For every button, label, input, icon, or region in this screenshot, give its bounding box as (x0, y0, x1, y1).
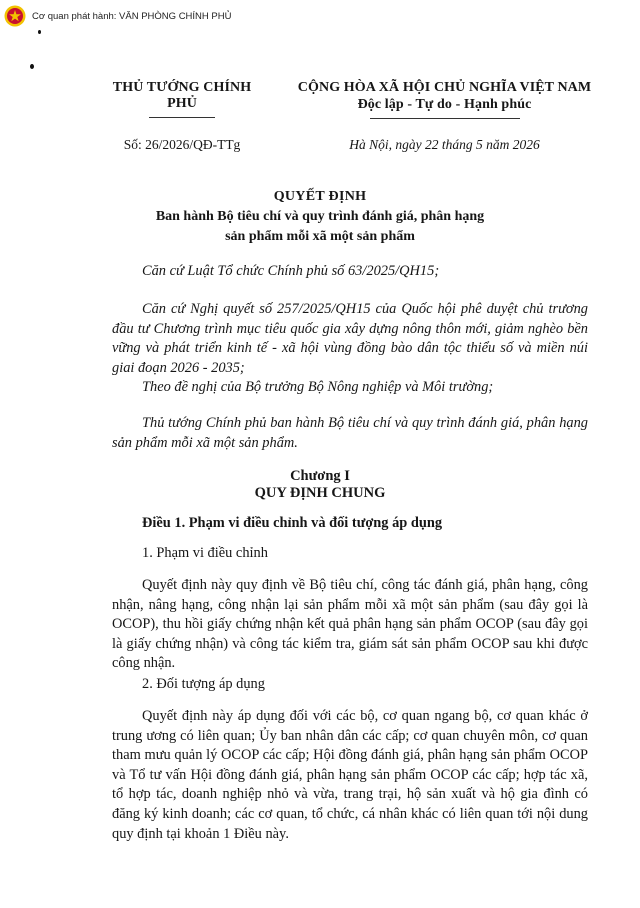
preamble-basis-law: Căn cứ Luật Tổ chức Chính phủ số 63/2025/QH15; (142, 263, 440, 279)
place-and-date: Hà Nội, ngày 22 tháng 5 năm 2026 (349, 137, 540, 152)
national-title-block (292, 80, 597, 119)
article-1-section-2-text: Quyết định này áp dụng đối với các bộ, cơ quan ngang bộ, cơ quan khác ở trung ương có liên quan; Ủy ban nhân dân các cấp; cơ quan chuyên môn, cơ quan tham mưu quản lý OCOP các cấp; Hội đồng đánh giá, phân hạng sản phẩm OCOP và Tổ tư vấn Hội đồng đánh giá, phân hạng sản phẩm OCOP các cấp; hợp tác xã, tổ hợp tác, doanh nghiệp nhỏ và vừa, trang trại, hộ sản xuất và hộ gia đình có đăng ký kinh doanh; các cơ quan, tổ chức, cá nhân khác có liên quan tới nội dung quy định tại khoản 1 Điều này. (112, 708, 588, 842)
chapter-title: QUY ĐỊNH CHUNG (254, 485, 386, 501)
chapter-number: Chương I (290, 468, 350, 484)
issuer-note: Cơ quan phát hành: VĂN PHÒNG CHÍNH PHỦ (32, 10, 232, 22)
motto-underline (370, 118, 520, 119)
document-number: Số: 26/2026/QĐ-TTg (123, 137, 241, 152)
authority-underline (149, 117, 215, 118)
article-1-section-1-heading: 1. Phạm vi điều chỉnh (142, 545, 268, 561)
document-type: QUYẾT ĐỊNH (273, 189, 367, 204)
national-title: CỘNG HÒA XÃ HỘI CHỦ NGHĨA VIỆT NAM (297, 80, 592, 95)
preamble-basis-resolution: Căn cứ Nghị quyết số 257/2025/QH15 của Quốc hội phê duyệt chủ trương đầu tư Chương trình mục tiêu quốc gia xây dựng nông thôn mới, giảm nghèo bền vững và phát triển kinh tế - xã hội vùng đồng bào dân tộc thiểu số và miền núi giai đoạn 2026 - 2035; (112, 301, 588, 376)
preamble-decision: Thủ tướng Chính phủ ban hành Bộ tiêu chí và quy trình đánh giá, phân hạng sản phẩm mỗi xã một sản phẩm. (112, 415, 588, 451)
national-motto: Độc lập - Tự do - Hạnh phúc (357, 97, 532, 112)
preamble-proposal: Theo đề nghị của Bộ trưởng Bộ Nông nghiệp và Môi trường; (142, 379, 494, 395)
issuing-authority: THỦ TƯỚNG CHÍNH PHỦ (112, 80, 252, 111)
issuer-stamp (4, 3, 231, 29)
national-emblem-icon (4, 5, 26, 27)
scan-speck (30, 64, 34, 69)
article-1-title: Điều 1. Phạm vi điều chỉnh và đối tượng áp dụng (142, 515, 443, 531)
article-1-section-2-heading: 2. Đối tượng áp dụng (142, 676, 265, 692)
issuing-authority-block (97, 80, 267, 118)
document-subtitle: Ban hành Bộ tiêu chí và quy trình đánh giá, phân hạng sản phẩm mỗi xã một sản phẩm (155, 209, 485, 244)
scan-speck (38, 30, 41, 34)
article-1-section-1-text: Quyết định này quy định về Bộ tiêu chí, công tác đánh giá, phân hạng, công nhận, nâng hạng, công nhận lại sản phẩm mỗi xã một sản phẩm (sau đây gọi là OCOP), thu hồi giấy chứng nhận kết quả phân hạng sản phẩm OCOP (sau đây gọi là giấy chứng nhận) và công tác kiểm tra, giám sát sản phẩm OCOP sau khi được công nhận. (112, 577, 588, 672)
